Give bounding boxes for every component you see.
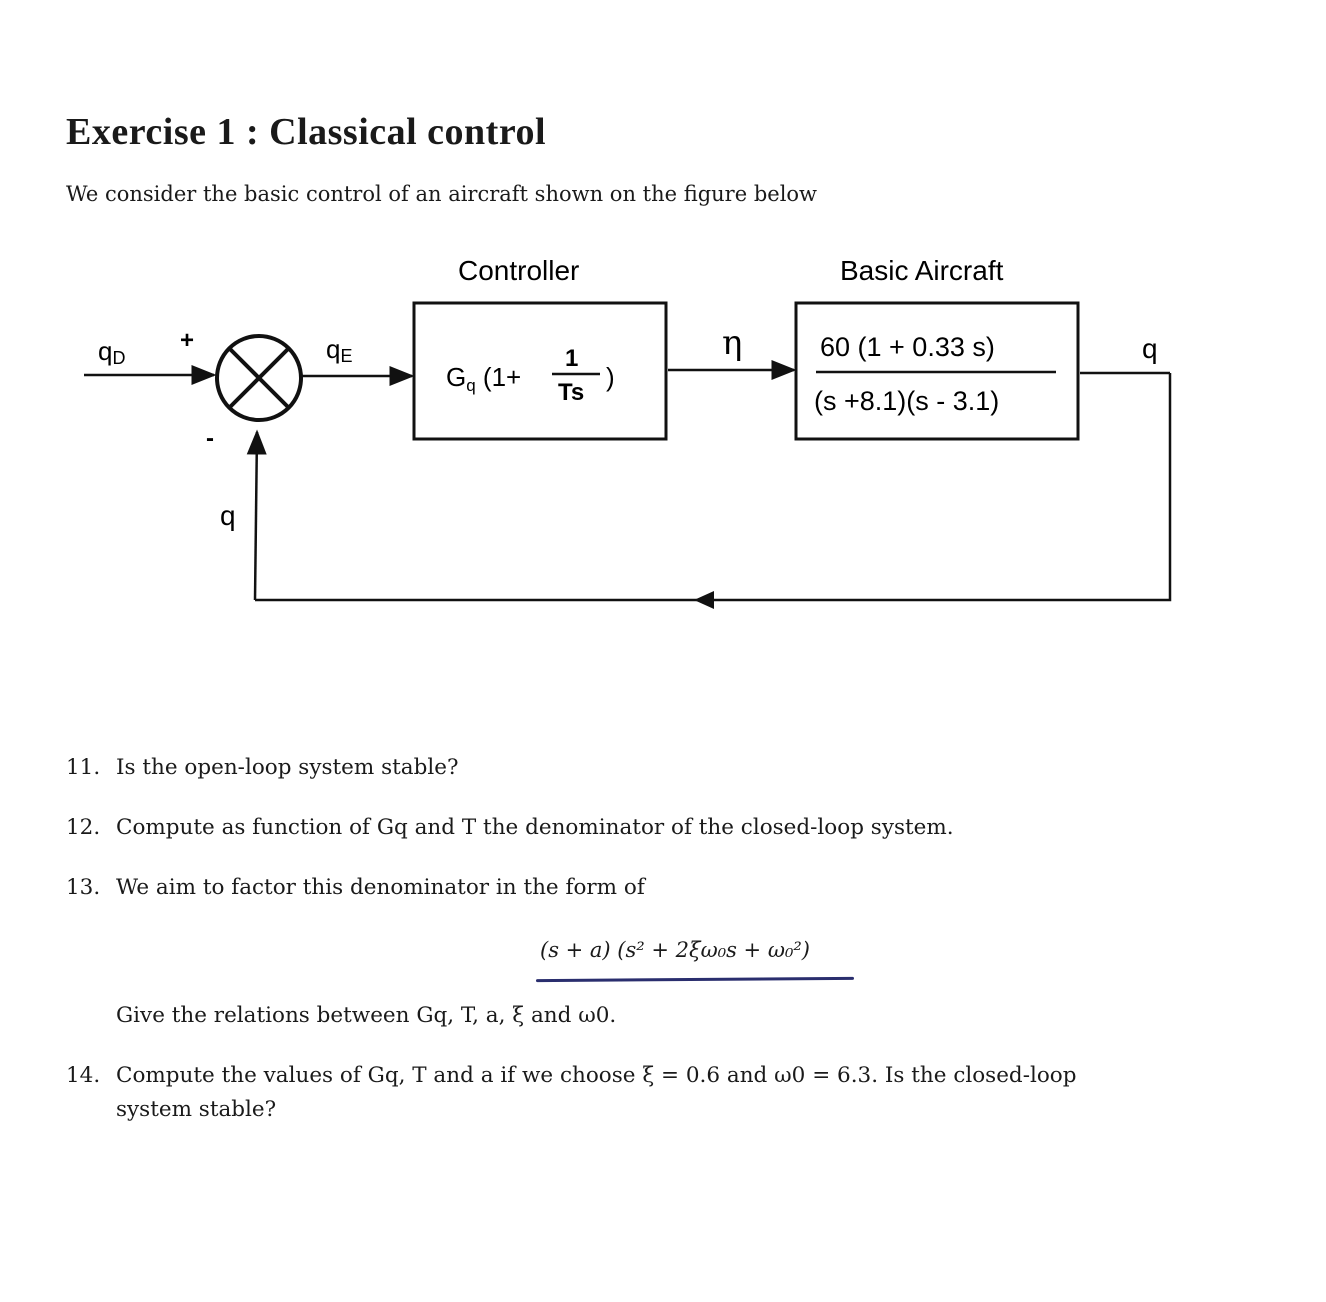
input-signal-label: qD	[98, 336, 126, 368]
svg-text:1: 1	[565, 345, 579, 372]
formula-underline	[536, 977, 854, 982]
question-12	[66, 812, 954, 844]
feedback-signal-label: q	[220, 500, 236, 531]
exercise-title: Exercise 1 : Classical control	[66, 111, 547, 153]
controller-label: Controller	[458, 255, 580, 286]
aircraft-denominator: (s +8.1)(s - 3.1)	[814, 386, 1000, 416]
exercise-intro: We consider the basic control of an aircraft shown on the figure below	[66, 182, 818, 206]
question-text: We aim to factor this denominator in the form of	[116, 875, 645, 900]
relations-text: Give the relations between Gq, T, a, ξ and ω0.	[116, 1003, 617, 1028]
aircraft-label: Basic Aircraft	[840, 255, 1004, 286]
question-13	[66, 872, 645, 904]
question-14-continuation: system stable?	[116, 1097, 277, 1122]
question-number: 14.	[66, 1063, 101, 1088]
error-signal-label: qE	[326, 334, 353, 366]
aircraft-numerator: 60 (1 + 0.33 s)	[820, 332, 995, 362]
feedback-up-line	[255, 432, 257, 600]
question-text: Compute as function of Gq and T the denominator of the closed-loop system.	[116, 815, 954, 840]
factored-denominator-formula: (s + a) (s² + 2ξω₀s + ω₀²)	[540, 938, 810, 962]
svg-text:Ts: Ts	[558, 379, 585, 406]
minus-sign: -	[206, 425, 214, 452]
svg-text:): )	[606, 362, 615, 392]
svg-text:Gq (1+: Gq (1+	[446, 362, 522, 395]
summing-junction	[217, 336, 301, 420]
question-14	[66, 1060, 1077, 1092]
question-text: Is the open-loop system stable?	[116, 755, 459, 780]
plus-sign: +	[180, 327, 195, 354]
question-11	[66, 752, 459, 784]
question-text: Compute the values of Gq, T and a if we choose ξ = 0.6 and ω0 = 6.3. Is the closed-loop	[116, 1063, 1077, 1088]
control-signal-label: η	[722, 323, 743, 363]
question-number: 13.	[66, 875, 101, 900]
question-number: 11.	[66, 755, 101, 780]
feedback-arrowhead	[694, 591, 714, 609]
question-number: 12.	[66, 815, 101, 840]
output-signal-label: q	[1142, 333, 1158, 364]
